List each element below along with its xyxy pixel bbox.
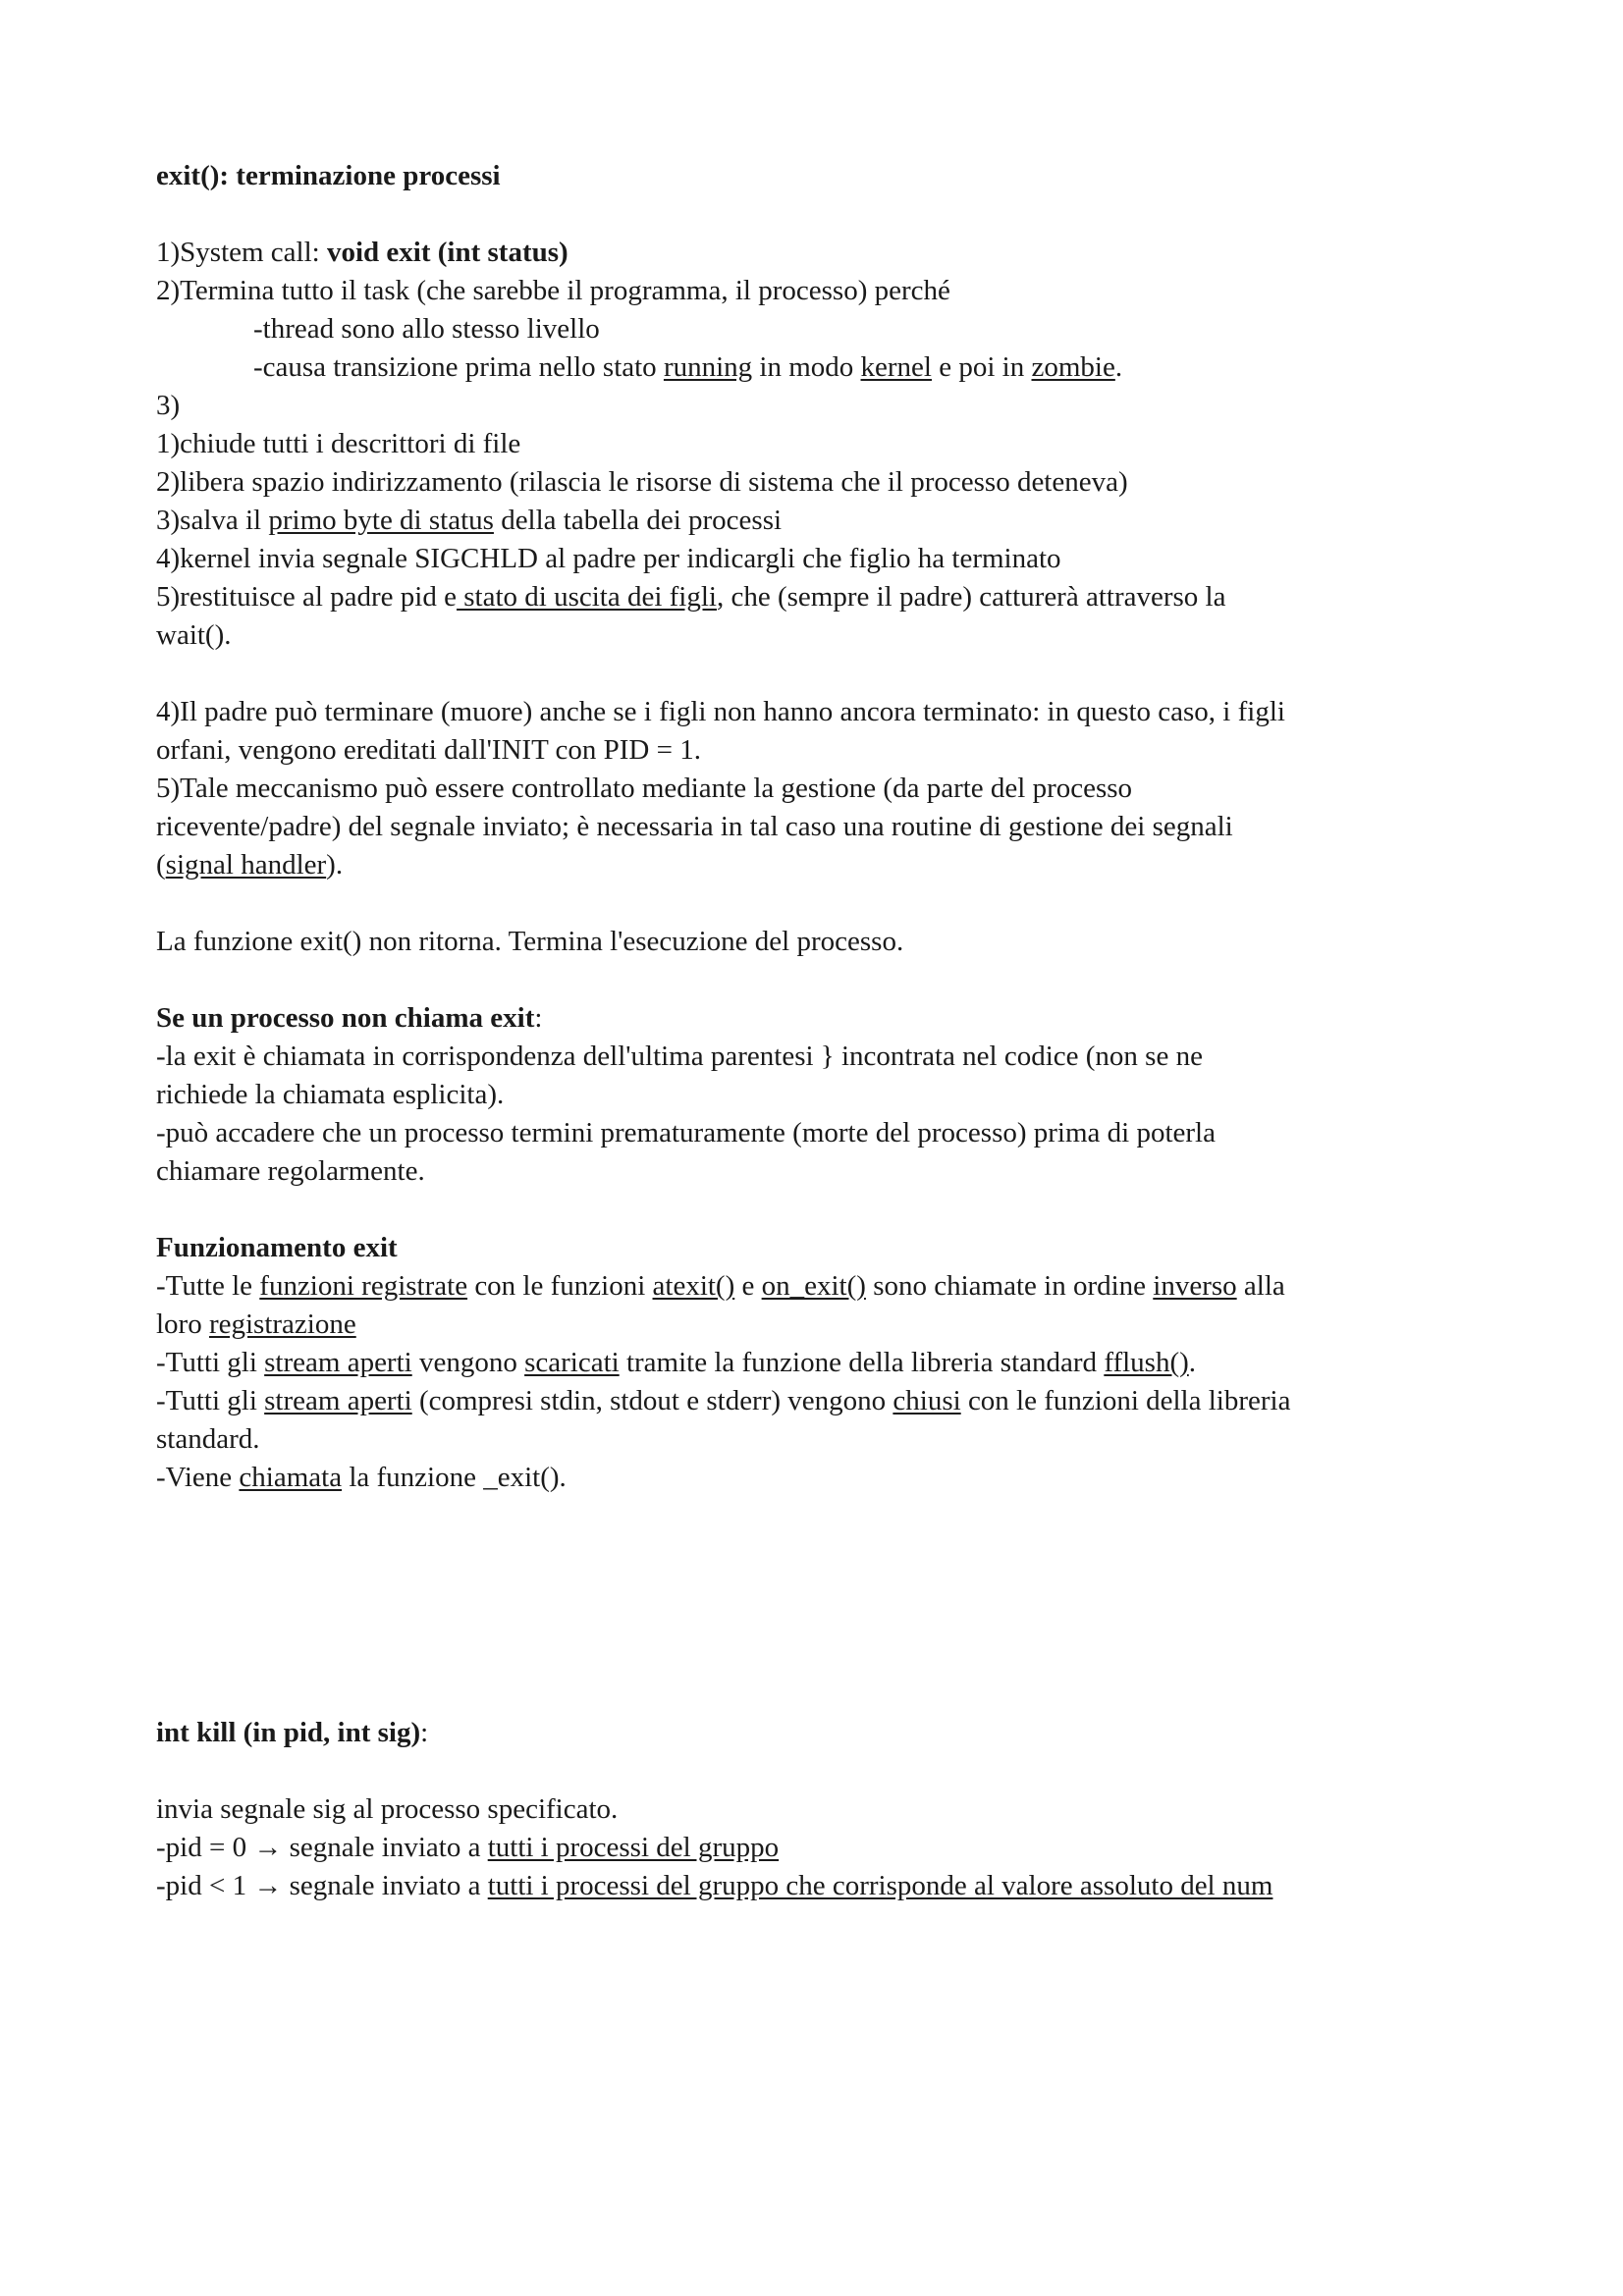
exit-step-2: 2)libera spazio indirizzamento (rilascia le risorse di sistema che il processo deteneva): [156, 466, 1128, 498]
funz-line-a: -Tutte le funzioni registrate con le funzioni atexit() e on_exit() sono chiamate in ordine inverso alla: [156, 1270, 1285, 1302]
exit-step-5: 5)restituisce al padre pid e stato di uscita dei figli, che (sempre il padre) catturerà attraverso la: [156, 581, 1226, 613]
exit-point-2a: -thread sono allo stesso livello: [253, 313, 600, 345]
kill-line-1: invia segnale sig al processo specificato.: [156, 1793, 619, 1825]
kill-line-2: -pid = 0 → segnale inviato a tutti i processi del gruppo: [156, 1832, 780, 1863]
exit-step-3: 3)salva il primo byte di status della tabella dei processi: [156, 505, 783, 536]
exit-point-3: 3): [156, 390, 181, 421]
no-exit-title: Se un processo non chiama exit:: [156, 1002, 543, 1034]
funz-line-a2: loro registrazione: [156, 1308, 356, 1340]
exit-point-4-line1: 4)Il padre può terminare (muore) anche se i figli non hanno ancora terminato: in questo caso, i figli: [156, 696, 1285, 727]
exit-signature: void exit (int status): [326, 237, 568, 268]
exit-point-5-line3: (signal handler).: [156, 849, 344, 881]
exit-section-title: exit(): terminazione processi: [156, 160, 501, 191]
funz-line-b: -Tutti gli stream aperti vengono scaricati tramite la funzione della libreria standard fflush().: [156, 1347, 1197, 1378]
exit-point-2b: -causa transizione prima nello stato running in modo kernel e poi in zombie.: [253, 351, 1123, 383]
no-exit-line-3: -può accadere che un processo termini prematuramente (morte del processo) prima di poterla: [156, 1117, 1216, 1148]
kill-line-3: -pid < 1 → segnale inviato a tutti i processi del gruppo che corrisponde al valore assoluto del num: [156, 1870, 1273, 1901]
funz-line-d: -Viene chiamata la funzione _exit().: [156, 1462, 567, 1493]
exit-point-5-line1: 5)Tale meccanismo può essere controllato mediante la gestione (da parte del processo: [156, 773, 1133, 804]
exit-no-return: La funzione exit() non ritorna. Termina l'esecuzione del processo.: [156, 926, 904, 957]
exit-step-4: 4)kernel invia segnale SIGCHLD al padre per indicargli che figlio ha terminato: [156, 543, 1061, 574]
exit-point-5-line2: ricevente/padre) del segnale inviato; è necessaria in tal caso una routine di gestione dei segnali: [156, 811, 1233, 842]
exit-step-1: 1)chiude tutti i descrittori di file: [156, 428, 521, 459]
funz-line-c2: standard.: [156, 1423, 260, 1455]
funz-line-c: -Tutti gli stream aperti (compresi stdin, stdout e stderr) vengono chiusi con le funzioni della libreria: [156, 1385, 1291, 1416]
exit-step-5-cont: wait().: [156, 619, 232, 651]
funz-title: Funzionamento exit: [156, 1232, 398, 1263]
no-exit-line-1: -la exit è chiamata in corrispondenza dell'ultima parentesi } incontrata nel codice (non se ne: [156, 1041, 1203, 1072]
no-exit-line-2: richiede la chiamata esplicita).: [156, 1079, 505, 1110]
exit-point-2: 2)Termina tutto il task (che sarebbe il programma, il processo) perché: [156, 275, 950, 306]
exit-point-4-line2: orfani, vengono ereditati dall'INIT con PID = 1.: [156, 734, 701, 766]
kill-title: int kill (in pid, int sig):: [156, 1717, 429, 1748]
no-exit-line-4: chiamare regolarmente.: [156, 1155, 425, 1187]
exit-point-1: 1)System call: void exit (int status): [156, 237, 568, 268]
